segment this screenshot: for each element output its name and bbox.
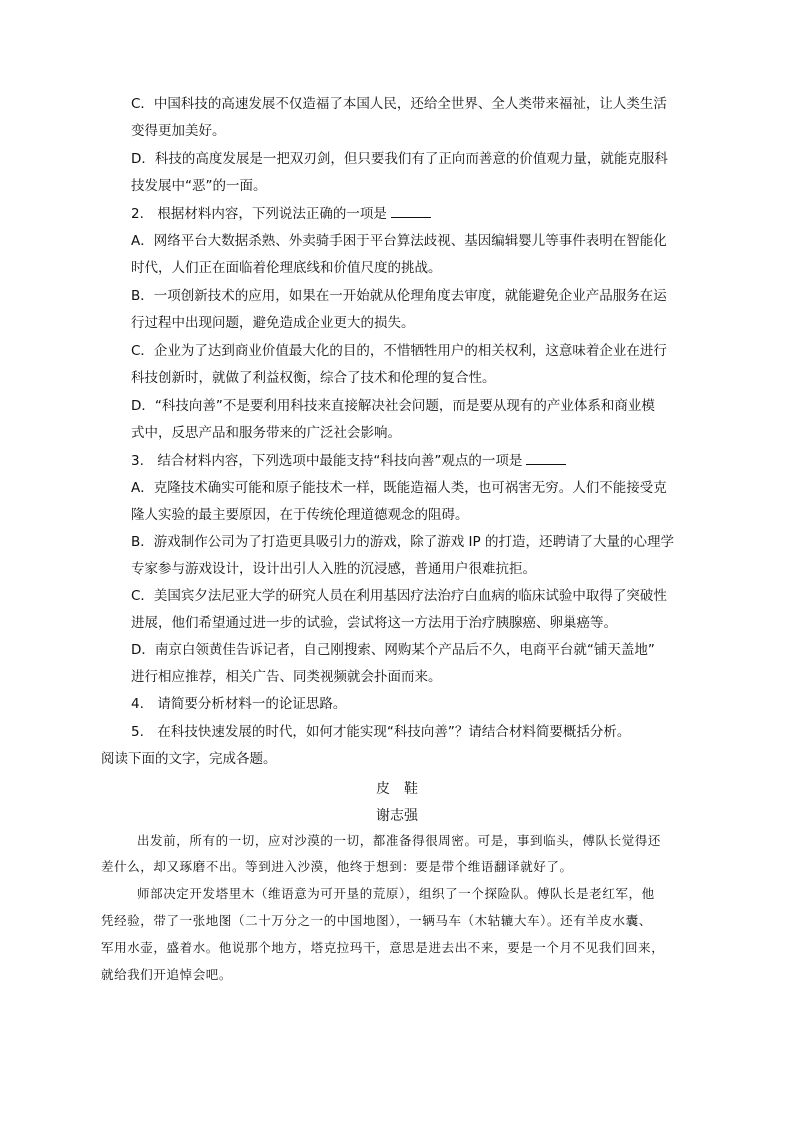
q2-option-b-line2: 行过程中出现问题，避免造成企业更大的损失。 <box>131 315 415 331</box>
q3-option-b-line2: 专家参与游戏设计，设计出引人入胜的沉浸感，普通用户很难抗拒。 <box>131 561 536 577</box>
story-p2-line2: 凭经验，带了一张地图（二十万分之一的中国地图），一辆马车（木轱辘大车）。还有羊皮水囊、 <box>101 913 652 928</box>
q2-option-d-line1: D．“科技向善”不是要利用科技来直接解决社会问题，而是要从现有的产业体系和商业模 <box>131 398 655 414</box>
q1-option-d-line2: 技发展中“恶”的一面。 <box>131 178 267 194</box>
q3-option-c-line2: 进展，他们希望通过进一步的试验，尝试将这一方法用于治疗胰腺癌、卵巢癌等。 <box>131 615 617 631</box>
q5-stem: 5. 在科技快速发展的时代，如何才能实现“科技向善”？请结合材料简要概括分析。 <box>131 724 631 740</box>
q2-option-a-line2: 时代，人们正在面临着伦理底线和价值尺度的挑战。 <box>131 260 442 276</box>
q3-option-c-line1: C．美国宾夕法尼亚大学的研究人员在利用基因疗法治疗白血病的临床试验中取得了突破性 <box>131 588 667 604</box>
q2-stem: 2. 根据材料内容，下列说法正确的一项是 <box>131 205 431 223</box>
q1-option-c-line2: 变得更加美好。 <box>131 123 226 139</box>
q2-option-a-line1: A．网络平台大数据杀熟、外卖骑手困于平台算法歧视、基因编辑婴儿等事件表明在智能化 <box>131 233 667 249</box>
q3-option-d-line2: 进行相应推荐，相关广告、同类视频就会扑面而来。 <box>131 669 442 685</box>
q2-option-c-line1: C．企业为了达到商业价值最大化的目的，不惜牺牲用户的相关权利，这意味着企业在进行 <box>131 343 667 359</box>
q3-option-d-line1: D．南京白领黄佳告诉记者，自己刚搜索、网购某个产品后不久，电商平台就“铺天盖地” <box>131 642 655 658</box>
story-p1-line1: 出发前，所有的一切，应对沙漠的一切，都准备得很周密。可是，事到临头，傅队长觉得还 <box>137 833 662 848</box>
q1-option-d-line1: D．科技的高度发展是一把双刃剑，但只要我们有了正向而善意的价值观力量，就能克服科 <box>131 151 668 167</box>
q2-option-b-line1: B．一项创新技术的应用，如果在一开始就从伦理角度去审度，就能避免企业产品服务在运 <box>131 288 667 304</box>
story-author: 谢志强 <box>376 808 418 824</box>
story-p2-line1: 师部决定开发塔里木（维语意为可开垦的荒原），组织了一个探险队。傅队长是老红军，他 <box>137 886 655 901</box>
q1-option-c-line1: C．中国科技的高速发展不仅造福了本国人民，还给全世界、全人类带来福祉，让人类生活 <box>131 96 667 112</box>
q3-stem: 3. 结合材料内容，下列选项中最能支持“科技向善”观点的一项是 <box>131 452 566 470</box>
reading-instruction: 阅读下面的文字，完成各题。 <box>101 751 277 767</box>
q4-stem: 4. 请简要分析材料一的论证思路。 <box>131 696 347 712</box>
story-p2-line4: 就给我们开追悼会吧。 <box>101 967 233 982</box>
story-p2-line3: 军用水壶，盛着水。他说那个地方，塔克拉玛干，意思是进去出不来，要是一个月不见我们回来， <box>101 940 665 955</box>
q3-option-a-line1: A．克隆技术确实可能和原子能技术一样，既能造福人类，也可祸害无穷。人们不能接受克 <box>131 480 667 496</box>
answer-blank <box>526 452 566 465</box>
story-p1-line2: 差什么，却又琢磨不出。等到进入沙漠，他终于想到：要是带个维语翻译就好了。 <box>101 859 573 874</box>
story-title: 皮 鞋 <box>376 781 418 797</box>
answer-blank <box>391 205 431 218</box>
q2-option-d-line2: 式中，反思产品和服务带来的广泛社会影响。 <box>131 425 401 441</box>
q3-option-a-line2: 隆人实验的最主要原因，在于传统伦理道德观念的阻碍。 <box>131 507 469 523</box>
q2-option-c-line2: 科技创新时，就做了利益权衡，综合了技术和伦理的复合性。 <box>131 370 496 386</box>
q3-option-b-line1: B．游戏制作公司为了打造更具吸引力的游戏，除了游戏 IP 的打造，还聘请了大量的心理学 <box>131 534 674 550</box>
